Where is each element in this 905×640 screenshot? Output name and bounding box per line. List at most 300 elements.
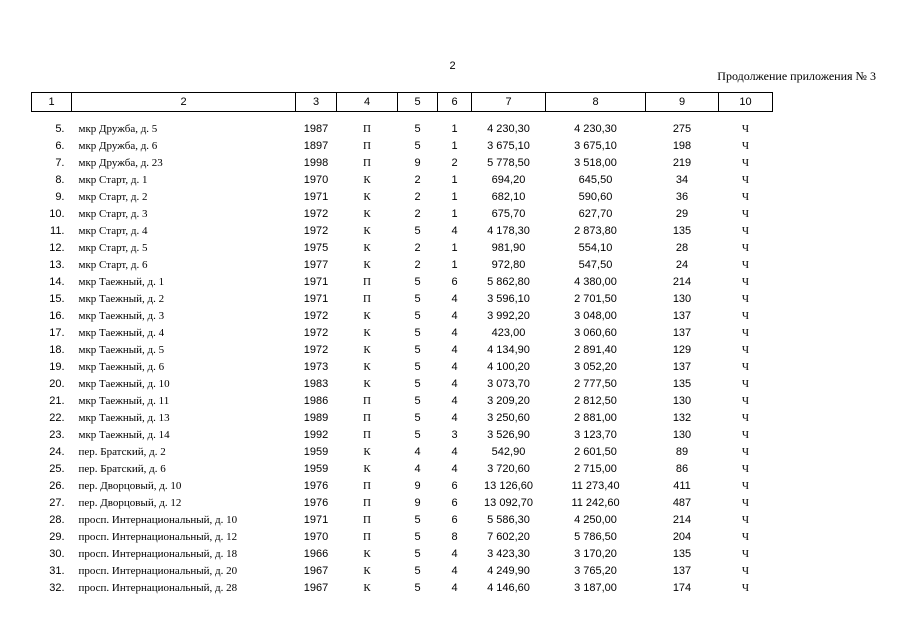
year-built-cell: 1992 bbox=[303, 428, 329, 441]
wall-type-cell: К bbox=[363, 173, 371, 186]
total-area-cell: 682,10 bbox=[491, 190, 526, 203]
year-built-cell: 1983 bbox=[303, 377, 329, 390]
entrances-cell: 4 bbox=[451, 224, 458, 237]
row-number-cell: 5. bbox=[55, 122, 65, 135]
category-cell: Ч bbox=[741, 122, 750, 135]
row-number-cell: 27. bbox=[49, 496, 65, 509]
wall-type-cell: К bbox=[363, 581, 371, 594]
floors-cell: 5 bbox=[414, 275, 421, 288]
category-cell: Ч bbox=[741, 275, 750, 288]
entrances-cell: 4 bbox=[451, 394, 458, 407]
residents-cell: 86 bbox=[675, 462, 689, 475]
total-area-cell: 13 126,60 bbox=[484, 479, 533, 492]
total-area-cell: 4 146,60 bbox=[487, 581, 530, 594]
living-area-cell: 3 123,70 bbox=[574, 428, 617, 441]
year-built-cell: 1986 bbox=[303, 394, 329, 407]
col-header: 2 bbox=[72, 93, 296, 112]
table-row bbox=[32, 460, 773, 477]
col-header: 9 bbox=[646, 93, 719, 112]
year-built-cell: 1967 bbox=[303, 564, 329, 577]
col-header: 8 bbox=[546, 93, 646, 112]
page-number: 2 bbox=[449, 60, 456, 72]
living-area-cell: 590,60 bbox=[578, 190, 613, 203]
row-number-cell: 16. bbox=[49, 309, 65, 322]
living-area-cell: 5 786,50 bbox=[574, 530, 617, 543]
category-cell: Ч bbox=[741, 258, 750, 271]
row-number-cell: 32. bbox=[49, 581, 65, 594]
year-built-cell: 1998 bbox=[303, 156, 329, 169]
floors-cell: 2 bbox=[414, 207, 421, 220]
header-row bbox=[32, 93, 773, 112]
living-area-cell: 627,70 bbox=[578, 207, 613, 220]
row-number-cell: 7. bbox=[55, 156, 65, 169]
year-built-cell: 1971 bbox=[303, 513, 329, 526]
category-cell: Ч bbox=[741, 428, 750, 441]
table-row bbox=[32, 375, 773, 392]
residents-cell: 135 bbox=[672, 547, 692, 560]
residents-cell: 89 bbox=[675, 445, 689, 458]
table-row bbox=[32, 222, 773, 239]
category-cell: Ч bbox=[741, 479, 750, 492]
address-cell: мкр Таежный, д. 6 bbox=[78, 360, 165, 373]
total-area-cell: 3 250,60 bbox=[487, 411, 530, 424]
living-area-cell: 3 048,00 bbox=[574, 309, 617, 322]
category-cell: Ч bbox=[741, 496, 750, 509]
address-cell: мкр Таежный, д. 3 bbox=[78, 309, 165, 322]
entrances-cell: 4 bbox=[451, 343, 458, 356]
residents-cell: 137 bbox=[672, 564, 692, 577]
residents-cell: 34 bbox=[675, 173, 689, 186]
entrances-cell: 1 bbox=[451, 139, 458, 152]
total-area-cell: 3 526,90 bbox=[487, 428, 530, 441]
row-number-cell: 21. bbox=[49, 394, 65, 407]
total-area-cell: 3 073,70 bbox=[487, 377, 530, 390]
total-area-cell: 972,80 bbox=[491, 258, 526, 271]
wall-type-cell: П bbox=[363, 530, 371, 543]
wall-type-cell: К bbox=[363, 309, 371, 322]
table-row bbox=[32, 528, 773, 545]
floors-cell: 5 bbox=[414, 343, 421, 356]
floors-cell: 5 bbox=[414, 394, 421, 407]
year-built-cell: 1989 bbox=[303, 411, 329, 424]
table-row bbox=[32, 137, 773, 154]
row-number-cell: 22. bbox=[49, 411, 65, 424]
entrances-cell: 1 bbox=[451, 241, 458, 254]
address-cell: мкр Старт, д. 2 bbox=[78, 190, 148, 203]
spacer-cell bbox=[32, 112, 773, 121]
row-number-cell: 11. bbox=[50, 224, 65, 237]
residents-cell: 24 bbox=[675, 258, 689, 271]
residents-cell: 137 bbox=[672, 360, 692, 373]
living-area-cell: 554,10 bbox=[578, 241, 613, 254]
address-cell: мкр Старт, д. 5 bbox=[78, 241, 148, 254]
total-area-cell: 5 586,30 bbox=[487, 513, 530, 526]
table-row bbox=[32, 494, 773, 511]
address-cell: мкр Старт, д. 3 bbox=[78, 207, 148, 220]
living-area-cell: 4 230,30 bbox=[574, 122, 617, 135]
residents-cell: 36 bbox=[675, 190, 689, 203]
row-number-cell: 6. bbox=[55, 139, 65, 152]
floors-cell: 5 bbox=[414, 411, 421, 424]
entrances-cell: 1 bbox=[451, 190, 458, 203]
total-area-cell: 4 134,90 bbox=[487, 343, 530, 356]
table-row bbox=[32, 562, 773, 579]
category-cell: Ч bbox=[741, 292, 750, 305]
living-area-cell: 11 273,40 bbox=[571, 479, 620, 492]
category-cell: Ч bbox=[741, 326, 750, 339]
entrances-cell: 4 bbox=[451, 445, 458, 458]
table-row bbox=[32, 273, 773, 290]
col-header: 1 bbox=[32, 93, 72, 112]
floors-cell: 5 bbox=[414, 428, 421, 441]
housing-table bbox=[31, 92, 773, 596]
table-row bbox=[32, 205, 773, 222]
table-row bbox=[32, 256, 773, 273]
address-cell: мкр Таежный, д. 1 bbox=[78, 275, 165, 288]
entrances-cell: 8 bbox=[451, 530, 458, 543]
floors-cell: 5 bbox=[414, 513, 421, 526]
residents-cell: 204 bbox=[672, 530, 692, 543]
living-area-cell: 3 170,20 bbox=[574, 547, 617, 560]
year-built-cell: 1977 bbox=[303, 258, 329, 271]
floors-cell: 4 bbox=[414, 462, 421, 475]
entrances-cell: 6 bbox=[451, 496, 458, 509]
address-cell: мкр Таежный, д. 5 bbox=[78, 343, 165, 356]
floors-cell: 2 bbox=[414, 258, 421, 271]
entrances-cell: 6 bbox=[451, 275, 458, 288]
living-area-cell: 2 812,50 bbox=[574, 394, 617, 407]
residents-cell: 219 bbox=[672, 156, 692, 169]
address-cell: мкр Таежный, д. 11 bbox=[78, 394, 170, 407]
living-area-cell: 3 187,00 bbox=[574, 581, 617, 594]
year-built-cell: 1972 bbox=[303, 309, 329, 322]
category-cell: Ч bbox=[741, 411, 750, 424]
row-number-cell: 28. bbox=[49, 513, 65, 526]
category-cell: Ч bbox=[741, 394, 750, 407]
wall-type-cell: П bbox=[363, 394, 371, 407]
address-cell: просп. Интернациональный, д. 12 bbox=[78, 530, 238, 543]
row-number-cell: 12. bbox=[49, 241, 65, 254]
table-row bbox=[32, 290, 773, 307]
address-cell: мкр Таежный, д. 2 bbox=[78, 292, 165, 305]
floors-cell: 2 bbox=[414, 190, 421, 203]
address-cell: мкр Таежный, д. 14 bbox=[78, 428, 170, 441]
year-built-cell: 1897 bbox=[303, 139, 329, 152]
row-number-cell: 10. bbox=[49, 207, 65, 220]
residents-cell: 411 bbox=[673, 479, 691, 492]
total-area-cell: 5 862,80 bbox=[487, 275, 530, 288]
table-row bbox=[32, 154, 773, 171]
entrances-cell: 4 bbox=[451, 309, 458, 322]
table-row bbox=[32, 358, 773, 375]
address-cell: пер. Дворцовый, д. 10 bbox=[78, 479, 182, 492]
residents-cell: 130 bbox=[672, 394, 692, 407]
residents-cell: 28 bbox=[675, 241, 689, 254]
category-cell: Ч bbox=[741, 377, 750, 390]
category-cell: Ч bbox=[741, 581, 750, 594]
residents-cell: 129 bbox=[672, 343, 692, 356]
row-number-cell: 29. bbox=[49, 530, 65, 543]
total-area-cell: 3 675,10 bbox=[487, 139, 530, 152]
col-header: 6 bbox=[438, 93, 472, 112]
floors-cell: 9 bbox=[414, 479, 421, 492]
floors-cell: 5 bbox=[414, 224, 421, 237]
living-area-cell: 3 675,10 bbox=[574, 139, 617, 152]
total-area-cell: 3 596,10 bbox=[487, 292, 530, 305]
year-built-cell: 1959 bbox=[303, 462, 329, 475]
total-area-cell: 694,20 bbox=[491, 173, 526, 186]
address-cell: просп. Интернациональный, д. 20 bbox=[78, 564, 238, 577]
total-area-cell: 3 992,20 bbox=[487, 309, 530, 322]
address-cell: мкр Таежный, д. 4 bbox=[78, 326, 165, 339]
floors-cell: 5 bbox=[414, 326, 421, 339]
year-built-cell: 1976 bbox=[303, 496, 329, 509]
entrances-cell: 1 bbox=[451, 173, 458, 186]
entrances-cell: 4 bbox=[451, 581, 458, 594]
address-cell: мкр Дружба, д. 23 bbox=[78, 156, 163, 169]
total-area-cell: 3 209,20 bbox=[487, 394, 530, 407]
wall-type-cell: П bbox=[363, 275, 371, 288]
category-cell: Ч bbox=[741, 173, 750, 186]
living-area-cell: 4 380,00 bbox=[574, 275, 617, 288]
row-number-cell: 13. bbox=[49, 258, 65, 271]
entrances-cell: 4 bbox=[451, 411, 458, 424]
col-header: 4 bbox=[337, 93, 398, 112]
wall-type-cell: П bbox=[363, 496, 371, 509]
total-area-cell: 675,70 bbox=[491, 207, 526, 220]
total-area-cell: 3 720,60 bbox=[487, 462, 530, 475]
entrances-cell: 4 bbox=[451, 462, 458, 475]
table-row bbox=[32, 171, 773, 188]
category-cell: Ч bbox=[741, 139, 750, 152]
address-cell: мкр Старт, д. 1 bbox=[78, 173, 148, 186]
wall-type-cell: К bbox=[363, 547, 371, 560]
col-header: 5 bbox=[398, 93, 438, 112]
year-built-cell: 1972 bbox=[303, 224, 329, 237]
entrances-cell: 6 bbox=[451, 479, 458, 492]
table-row bbox=[32, 120, 773, 137]
floors-cell: 9 bbox=[414, 156, 421, 169]
residents-cell: 135 bbox=[672, 224, 692, 237]
floors-cell: 9 bbox=[414, 496, 421, 509]
row-number-cell: 9. bbox=[55, 190, 65, 203]
residents-cell: 275 bbox=[672, 122, 692, 135]
category-cell: Ч bbox=[741, 530, 750, 543]
wall-type-cell: П bbox=[363, 479, 371, 492]
appendix-title: Продолжение приложения № 3 bbox=[717, 69, 876, 83]
year-built-cell: 1970 bbox=[303, 173, 329, 186]
category-cell: Ч bbox=[741, 445, 750, 458]
wall-type-cell: К bbox=[363, 190, 371, 203]
year-built-cell: 1972 bbox=[303, 343, 329, 356]
table-row bbox=[32, 239, 773, 256]
category-cell: Ч bbox=[741, 241, 750, 254]
floors-cell: 5 bbox=[414, 564, 421, 577]
address-cell: мкр Старт, д. 6 bbox=[78, 258, 148, 271]
wall-type-cell: П bbox=[363, 513, 371, 526]
total-area-cell: 13 092,70 bbox=[484, 496, 533, 509]
residents-cell: 487 bbox=[672, 496, 692, 509]
wall-type-cell: К bbox=[363, 241, 371, 254]
wall-type-cell: К bbox=[363, 462, 371, 475]
living-area-cell: 2 777,50 bbox=[574, 377, 617, 390]
table-row bbox=[32, 443, 773, 460]
address-cell: просп. Интернациональный, д. 10 bbox=[78, 513, 238, 526]
living-area-cell: 2 873,80 bbox=[574, 224, 617, 237]
living-area-cell: 3 765,20 bbox=[574, 564, 617, 577]
row-number-cell: 31. bbox=[49, 564, 65, 577]
floors-cell: 5 bbox=[414, 360, 421, 373]
living-area-cell: 2 701,50 bbox=[574, 292, 617, 305]
residents-cell: 130 bbox=[672, 292, 692, 305]
total-area-cell: 981,90 bbox=[491, 241, 526, 254]
row-number-cell: 8. bbox=[55, 173, 65, 186]
wall-type-cell: П bbox=[363, 139, 371, 152]
wall-type-cell: П bbox=[363, 156, 371, 169]
row-number-cell: 26. bbox=[49, 479, 65, 492]
entrances-cell: 4 bbox=[451, 564, 458, 577]
entrances-cell: 3 bbox=[451, 428, 458, 441]
wall-type-cell: П bbox=[363, 411, 371, 424]
category-cell: Ч bbox=[741, 190, 750, 203]
row-number-cell: 15. bbox=[49, 292, 65, 305]
category-cell: Ч bbox=[741, 309, 750, 322]
wall-type-cell: К bbox=[363, 564, 371, 577]
total-area-cell: 423,00 bbox=[491, 326, 526, 339]
wall-type-cell: К bbox=[363, 326, 371, 339]
category-cell: Ч bbox=[741, 156, 750, 169]
wall-type-cell: К bbox=[363, 360, 371, 373]
living-area-cell: 3 052,20 bbox=[574, 360, 617, 373]
floors-cell: 5 bbox=[414, 581, 421, 594]
wall-type-cell: К bbox=[363, 224, 371, 237]
total-area-cell: 542,90 bbox=[491, 445, 526, 458]
entrances-cell: 4 bbox=[451, 377, 458, 390]
year-built-cell: 1987 bbox=[303, 122, 329, 135]
address-cell: пер. Дворцовый, д. 12 bbox=[78, 496, 182, 509]
entrances-cell: 2 bbox=[451, 156, 458, 169]
residents-cell: 130 bbox=[672, 428, 692, 441]
residents-cell: 214 bbox=[672, 275, 692, 288]
living-area-cell: 2 891,40 bbox=[574, 343, 617, 356]
table-row bbox=[32, 545, 773, 562]
year-built-cell: 1959 bbox=[303, 445, 329, 458]
floors-cell: 5 bbox=[414, 309, 421, 322]
residents-cell: 174 bbox=[672, 581, 692, 594]
address-cell: пер. Братский, д. 6 bbox=[78, 462, 166, 475]
row-number-cell: 24. bbox=[49, 445, 65, 458]
category-cell: Ч bbox=[741, 343, 750, 356]
wall-type-cell: П bbox=[363, 428, 371, 441]
residents-cell: 29 bbox=[675, 207, 689, 220]
entrances-cell: 1 bbox=[451, 258, 458, 271]
entrances-cell: 4 bbox=[451, 547, 458, 560]
living-area-cell: 2 715,00 bbox=[574, 462, 617, 475]
category-cell: Ч bbox=[741, 513, 750, 526]
address-cell: просп. Интернациональный, д. 28 bbox=[78, 581, 238, 594]
entrances-cell: 1 bbox=[451, 207, 458, 220]
floors-cell: 5 bbox=[414, 122, 421, 135]
wall-type-cell: К bbox=[363, 207, 371, 220]
category-cell: Ч bbox=[741, 462, 750, 475]
spacer-row bbox=[32, 112, 773, 121]
address-cell: просп. Интернациональный, д. 18 bbox=[78, 547, 238, 560]
table-row bbox=[32, 324, 773, 341]
category-cell: Ч bbox=[741, 547, 750, 560]
table-row bbox=[32, 307, 773, 324]
table-row bbox=[32, 409, 773, 426]
living-area-cell: 3 518,00 bbox=[574, 156, 617, 169]
col-header: 3 bbox=[296, 93, 337, 112]
col-header: 7 bbox=[472, 93, 546, 112]
row-number-cell: 30. bbox=[49, 547, 65, 560]
total-area-cell: 4 249,90 bbox=[487, 564, 530, 577]
category-cell: Ч bbox=[741, 224, 750, 237]
wall-type-cell: К bbox=[363, 377, 371, 390]
residents-cell: 135 bbox=[672, 377, 692, 390]
row-number-cell: 25. bbox=[49, 462, 65, 475]
residents-cell: 214 bbox=[672, 513, 692, 526]
address-cell: мкр Дружба, д. 6 bbox=[78, 139, 158, 152]
row-number-cell: 19. bbox=[49, 360, 65, 373]
total-area-cell: 4 178,30 bbox=[487, 224, 530, 237]
category-cell: Ч bbox=[741, 360, 750, 373]
wall-type-cell: К bbox=[363, 258, 371, 271]
category-cell: Ч bbox=[741, 207, 750, 220]
year-built-cell: 1973 bbox=[303, 360, 329, 373]
living-area-cell: 4 250,00 bbox=[574, 513, 617, 526]
entrances-cell: 4 bbox=[451, 360, 458, 373]
row-number-cell: 17. bbox=[49, 326, 65, 339]
entrances-cell: 4 bbox=[451, 326, 458, 339]
row-number-cell: 14. bbox=[49, 275, 65, 288]
row-number-cell: 23. bbox=[49, 428, 65, 441]
living-area-cell: 3 060,60 bbox=[574, 326, 617, 339]
category-cell: Ч bbox=[741, 564, 750, 577]
year-built-cell: 1970 bbox=[303, 530, 329, 543]
year-built-cell: 1975 bbox=[303, 241, 329, 254]
row-number-cell: 20. bbox=[49, 377, 65, 390]
table-row bbox=[32, 341, 773, 358]
address-cell: мкр Старт, д. 4 bbox=[78, 224, 148, 237]
living-area-cell: 11 242,60 bbox=[571, 496, 620, 509]
address-cell: мкр Таежный, д. 10 bbox=[78, 377, 170, 390]
address-cell: мкр Дружба, д. 5 bbox=[78, 122, 158, 135]
floors-cell: 2 bbox=[414, 173, 421, 186]
address-cell: пер. Братский, д. 2 bbox=[78, 445, 166, 458]
year-built-cell: 1967 bbox=[303, 581, 329, 594]
year-built-cell: 1971 bbox=[303, 275, 329, 288]
total-area-cell: 5 778,50 bbox=[487, 156, 530, 169]
year-built-cell: 1976 bbox=[303, 479, 329, 492]
total-area-cell: 3 423,30 bbox=[487, 547, 530, 560]
floors-cell: 5 bbox=[414, 139, 421, 152]
living-area-cell: 2 601,50 bbox=[574, 445, 617, 458]
table-row bbox=[32, 511, 773, 528]
row-number-cell: 18. bbox=[49, 343, 65, 356]
floors-cell: 4 bbox=[414, 445, 421, 458]
table-row bbox=[32, 392, 773, 409]
floors-cell: 5 bbox=[414, 547, 421, 560]
table-row bbox=[32, 477, 773, 494]
wall-type-cell: П bbox=[363, 292, 371, 305]
floors-cell: 5 bbox=[414, 377, 421, 390]
year-built-cell: 1971 bbox=[303, 292, 329, 305]
residents-cell: 198 bbox=[672, 139, 692, 152]
total-area-cell: 4 230,30 bbox=[487, 122, 530, 135]
living-area-cell: 547,50 bbox=[578, 258, 613, 271]
floors-cell: 5 bbox=[414, 530, 421, 543]
